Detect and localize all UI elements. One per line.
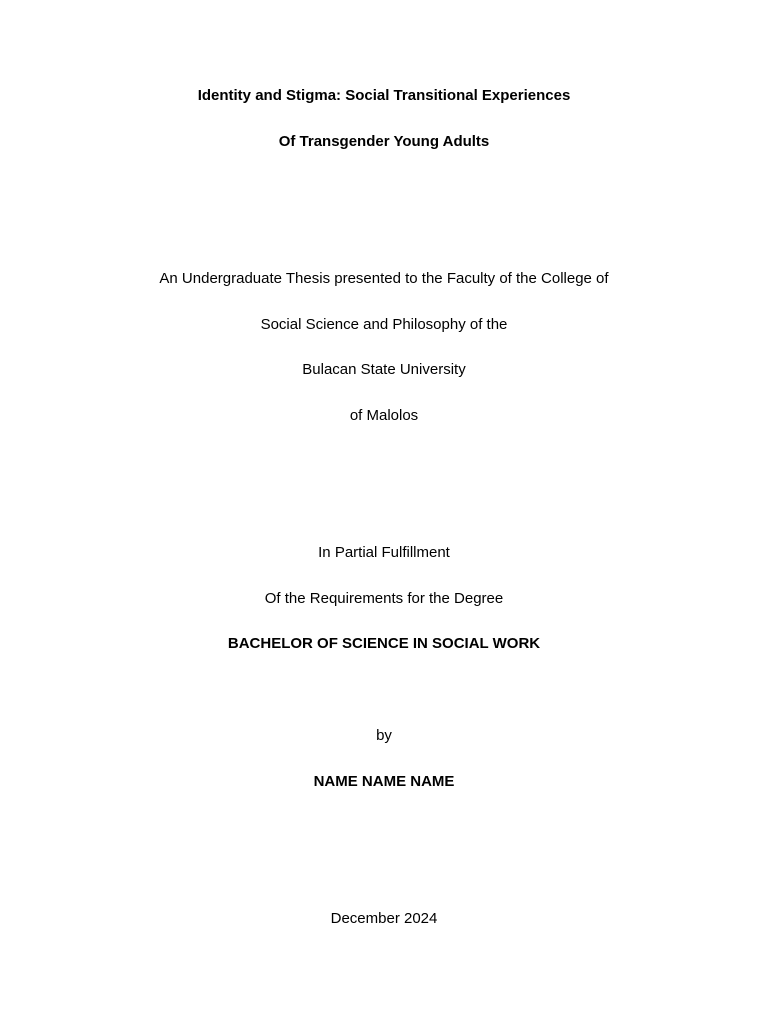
degree-name: BACHELOR OF SCIENCE IN SOCIAL WORK: [227, 635, 541, 652]
presentation-line-2: Social Science and Philosophy of the: [260, 316, 508, 333]
fulfillment-line-1: In Partial Fulfillment: [318, 544, 450, 561]
author-name: NAME NAME NAME: [313, 773, 455, 790]
by-label: by: [376, 727, 392, 744]
thesis-title-line-2: Of Transgender Young Adults: [278, 133, 490, 150]
thesis-title-line-1: Identity and Stigma: Social Transitional Experiences: [197, 87, 571, 104]
university-name: Bulacan State University: [302, 361, 466, 378]
university-location: of Malolos: [349, 407, 419, 424]
submission-date: December 2024: [330, 910, 438, 927]
fulfillment-line-2: Of the Requirements for the Degree: [264, 590, 504, 607]
presentation-line-1: An Undergraduate Thesis presented to the Faculty of the College of: [159, 270, 609, 287]
